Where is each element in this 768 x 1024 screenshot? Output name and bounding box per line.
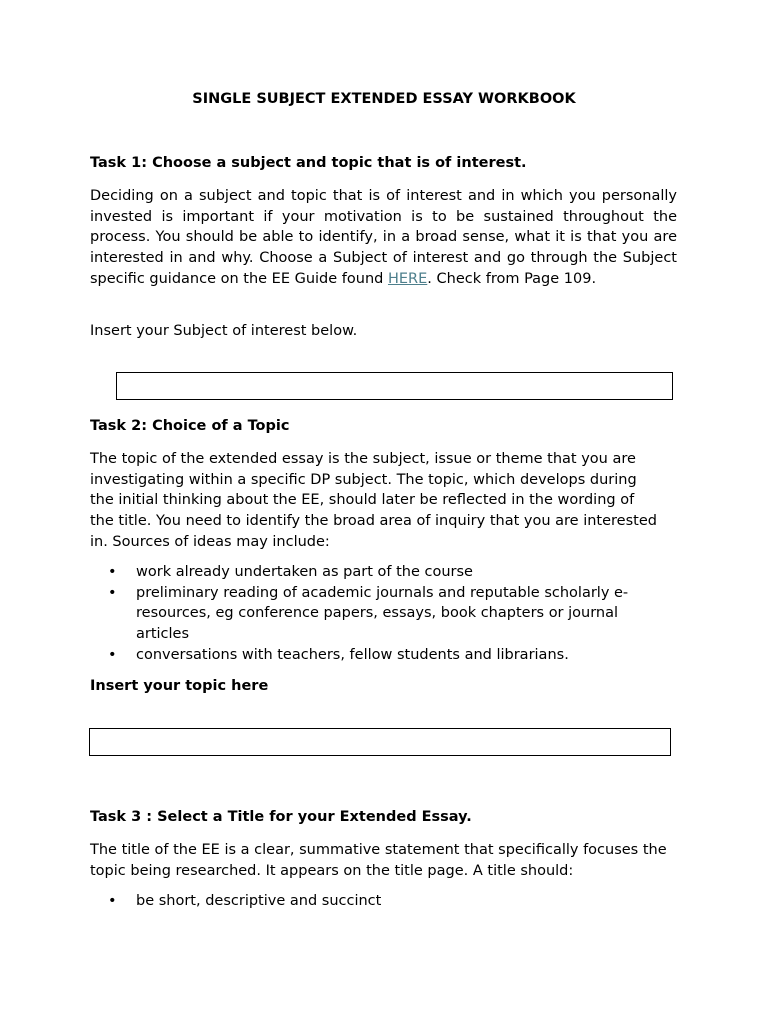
bullet-icon: • bbox=[108, 584, 117, 601]
list-item: • be short, descriptive and succinct bbox=[108, 891, 668, 912]
list-item: • preliminary reading of academic journals and reputable scholarly e-resources, eg conference papers, essays, book chapters or journal articles bbox=[108, 584, 629, 643]
ee-guide-link[interactable]: HERE bbox=[387, 270, 428, 287]
bullet-icon: • bbox=[108, 646, 117, 663]
bullet-icon: • bbox=[108, 893, 117, 909]
task1-paragraph-text: Deciding on a subject and topic that is of interest and in which you personally invested is important if your motivation is to be sustained throughout the process. You should be able to identify, in a broad sense, what it is that you are interested in and why. Choose a Subject of interest and go through the Subject specific guidance on the EE Guide found bbox=[90, 188, 677, 287]
task1-paragraph-tail: . Check from Page 109. bbox=[427, 270, 597, 287]
list-item: • work already undertaken as part of the course bbox=[108, 562, 668, 583]
task2-bullet-list bbox=[108, 562, 668, 666]
task2-paragraph: The topic of the extended essay is the subject, issue or theme that you are investigating within a specific DP subject. The topic, which develops during the initial thinking about the EE, should later be reflected in the wording of the title. You need to identify the broad area of inquiry that you are interested in. Sources of ideas may include: bbox=[90, 451, 657, 550]
task1-heading: Task 1: Choose a subject and topic that is of interest. bbox=[90, 155, 527, 171]
task3-bullet-list bbox=[108, 891, 668, 912]
topic-prompt: Insert your topic here bbox=[90, 678, 269, 694]
task3-heading: Task 3 : Select a Title for your Extended Essay. bbox=[90, 809, 472, 825]
document-title: SINGLE SUBJECT EXTENDED ESSAY WORKBOOK bbox=[192, 91, 576, 107]
task2-heading: Task 2: Choice of a Topic bbox=[90, 418, 290, 434]
task3-paragraph: The title of the EE is a clear, summative statement that specifically focuses the topic being researched. It appears on the title page. A title should: bbox=[90, 842, 667, 879]
list-item: • conversations with teachers, fellow students and librarians. bbox=[108, 645, 668, 666]
bullet-icon: • bbox=[108, 564, 117, 580]
task1-prompt: Insert your Subject of interest below. bbox=[90, 323, 358, 339]
topic-input-box[interactable] bbox=[89, 728, 671, 756]
subject-input-box[interactable] bbox=[116, 372, 673, 400]
task1-paragraph bbox=[90, 186, 677, 290]
